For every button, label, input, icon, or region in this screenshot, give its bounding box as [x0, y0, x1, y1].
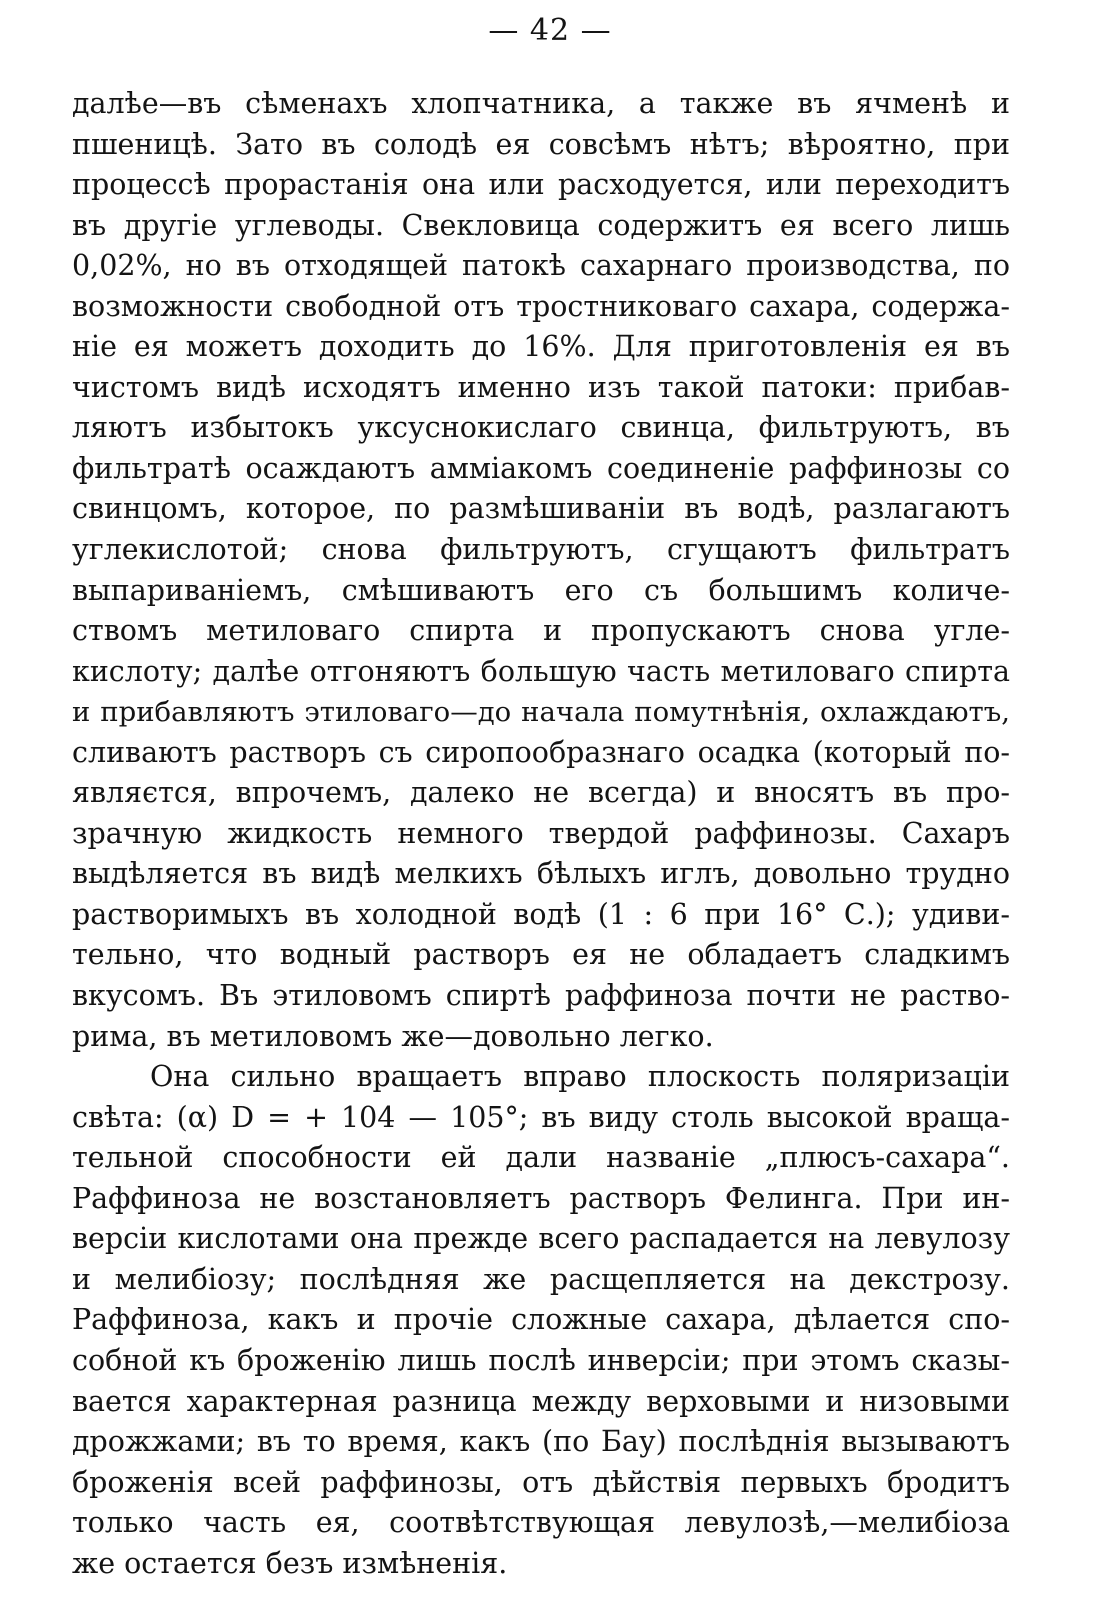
text-line: сливаютъ растворъ съ сиропообразнаго осадка (который по- — [72, 735, 1010, 769]
text-line: собной къ броженію лишь послѣ инверсіи; при этомъ сказы- — [72, 1343, 1010, 1377]
text-line: фильтратѣ осаждаютъ амміакомъ соединеніе раффинозы со — [72, 451, 1010, 485]
text-line: процессѣ прорастанія она или расходуется, или переходитъ — [72, 168, 1010, 202]
text-line: свинцомъ, которое, по размѣшиваніи въ водѣ, разлагаютъ — [72, 492, 1010, 526]
text-line: далѣе—въ сѣменахъ хлопчатника, а также въ ячменѣ и — [72, 87, 1010, 120]
text-line: ніе ея можетъ доходить до 16%. Для приготовленія ея въ — [72, 330, 1010, 364]
text-line: пшеницѣ. Зато въ солодѣ ея совсѣмъ нѣтъ; вѣроятно, при — [72, 127, 1010, 161]
text-line: тельной способности ей дали названіе „плюсъ-сахара“. — [72, 1141, 1010, 1175]
page-number: — 42 — — [488, 13, 612, 48]
text-line: возможности свободной отъ тростниковаго сахара, содержа- — [72, 289, 1010, 323]
text-line: выдѣляется въ видѣ мелкихъ бѣлыхъ иглъ, довольно трудно — [72, 857, 1010, 891]
text-line: свѣта: (α) D = + 104 — 105°; въ виду столь высокой враща- — [72, 1100, 1010, 1134]
text-line: растворимыхъ въ холодной водѣ (1 : 6 при 16° С.); удиви- — [72, 897, 1010, 931]
text-line: являєтся, впрочемъ, далеко не всегда) и вносятъ въ про- — [72, 776, 1010, 810]
text-line: зрачную жидкость немного твердой раффинозы. Сахаръ — [72, 816, 1010, 850]
text-line: версіи кислотами она прежде всего распадается на левулозу — [72, 1222, 1010, 1256]
text-line: и мелибіозу; послѣдняя же расщепляется на декстрозу. — [72, 1262, 1010, 1296]
text-line: въ другіе углеводы. Свекловица содержитъ ея всего лишь — [72, 208, 1010, 242]
text-line: броженія всей раффинозы, отъ дѣйствія первыхъ бродитъ — [72, 1465, 1010, 1499]
text-line: ляютъ избытокъ уксуснокислаго свинца, фильтруютъ, въ — [72, 411, 1010, 445]
text-line: Раффиноза, какъ и прочіе сложные сахара, дѣлается спо- — [72, 1303, 1010, 1337]
text-line: только часть ея, соотвѣтствующая левулозѣ,—мелибіоза — [72, 1506, 1010, 1540]
body-text — [72, 84, 1010, 1584]
paragraph-1 — [72, 84, 1010, 1057]
text-line: вкусомъ. Въ этиловомъ спиртѣ раффиноза почти не раство- — [72, 979, 1010, 1013]
text-line: тельно, что водный растворъ ея не обладаетъ сладкимъ — [72, 938, 1010, 972]
text-line: же остается безъ измѣненія. — [72, 1546, 508, 1580]
text-line: и прибавляютъ этиловаго—до начала помутнѣнія, охлаждаютъ, — [72, 696, 1010, 729]
text-line: рима, въ метиловомъ же—довольно легко. — [72, 1019, 714, 1053]
text-line: чистомъ видѣ исходятъ именно изъ такой патоки: прибав- — [72, 370, 1010, 404]
text-line: ствомъ метиловаго спирта и пропускаютъ снова угле- — [72, 614, 1010, 648]
text-line: 0,02%, но въ отходящей патокѣ сахарнаго производства, по — [72, 249, 1010, 283]
text-line: Она сильно вращаетъ вправо плоскость поляризаціи — [150, 1060, 1010, 1094]
text-line: дрожжами; въ то время, какъ (по Бау) послѣднія вызываютъ — [72, 1425, 1010, 1459]
paragraph-2 — [72, 1057, 1010, 1584]
text-line: кислоту; далѣе отгоняютъ большую часть метиловаго спирта — [72, 654, 1010, 688]
text-line: углекислотой; снова фильтруютъ, сгущаютъ фильтратъ — [72, 533, 1010, 567]
text-line: Раффиноза не возстановляетъ растворъ Фелинга. При ин- — [72, 1181, 1010, 1215]
text-line: вается характерная разница между верховыми и низовыми — [72, 1384, 1010, 1418]
text-line: выпариваніемъ, смѣшиваютъ его съ большимъ количе- — [72, 573, 1010, 607]
